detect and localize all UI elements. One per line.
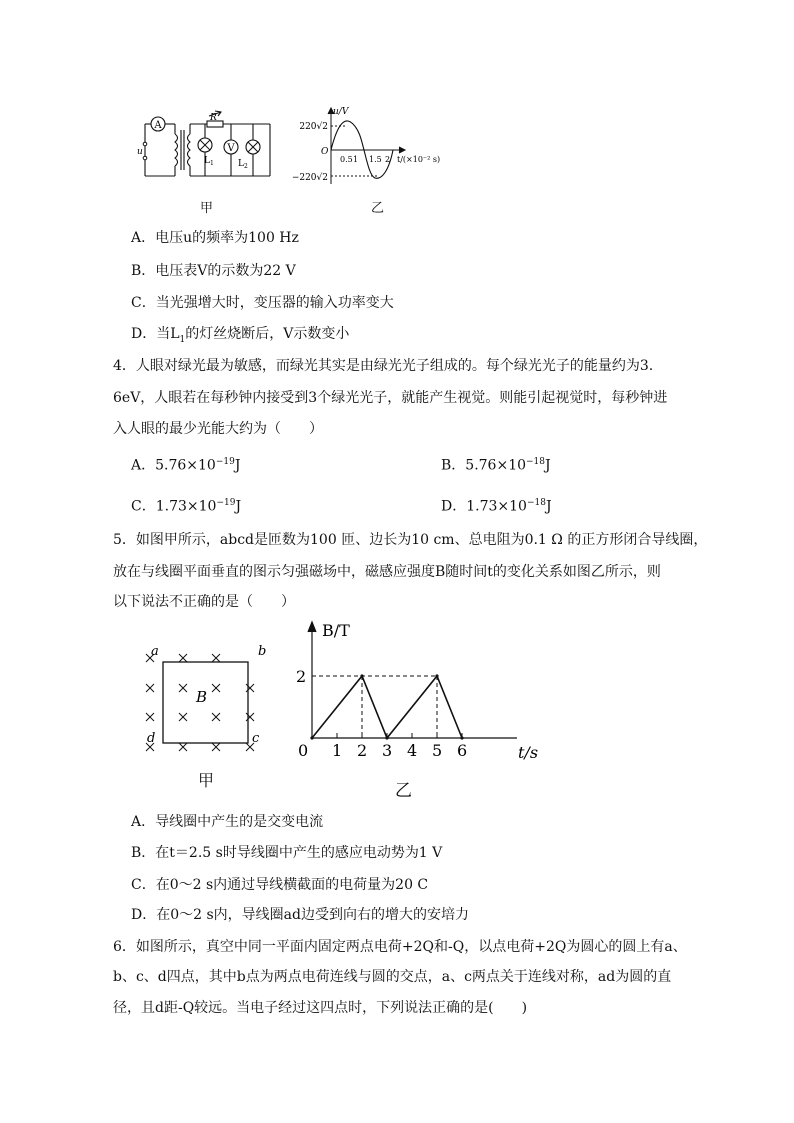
field-cross <box>246 684 254 692</box>
q3-option-d: D．当$L_1$的灯丝烧断后，V示数变小 <box>131 326 350 345</box>
graph-xlabel: t/(×10⁻² s) <box>397 155 441 164</box>
voltage-sine-graph <box>287 104 457 188</box>
q5-line2: 放在与线圈平面垂直的图示匀强磁场中，磁感应强度B随时间t的变化关系如图乙所示，则 <box>113 564 661 580</box>
x-tick-label: 2 <box>357 741 368 760</box>
q5-caption-yi: 乙 <box>395 781 412 801</box>
q6-line3: 径，且d距-Q较远。当电子经过这四点时，下列说法正确的是( ) <box>113 1000 528 1016</box>
b-t-graph <box>282 618 552 768</box>
graph-tick: 1 <box>353 155 359 164</box>
field-cross <box>179 713 187 721</box>
q6-line2: b、c、d四点，其中b点为两点电荷连线与圆的交点，a、c两点关于连线对称，ad为圆的直 <box>113 969 672 985</box>
chart-ylabel: B/T <box>322 621 350 640</box>
graph-ymax: 220√2 <box>299 122 328 132</box>
field-cross <box>179 654 187 662</box>
field-cross <box>212 713 220 721</box>
x-tick-label: 5 <box>432 741 443 760</box>
b-data-point <box>361 675 363 677</box>
q4-line1: 4．人眼对绿光最为敏感，而绿光其实是由绿光光子组成的。每个绿光光子的能量约为3. <box>113 358 654 374</box>
x-tick-label: 3 <box>382 741 393 760</box>
q5-option-a: A．导线圈中产生的是交变电流 <box>131 814 324 830</box>
q5-option-d: D．在0～2 s内，导线圈ad边受到向右的增大的安培力 <box>131 907 469 923</box>
q3-option-a: A．电压u的频率为100 Hz <box>131 230 299 246</box>
field-b-label: B <box>196 688 208 706</box>
y-axis-arrow <box>308 622 316 632</box>
q4-option-d: D．$1.73\times 10^{-18}J$ <box>441 498 552 515</box>
caption-jia-top: 甲 <box>200 201 214 216</box>
vertex-d: d <box>147 731 156 746</box>
field-cross <box>146 684 154 692</box>
graph-tick: 1.5 <box>369 155 382 164</box>
caption-yi-top: 乙 <box>371 201 385 216</box>
vertex-b: b <box>258 644 267 659</box>
graph-origin: O <box>321 147 329 157</box>
x-tick-label: 6 <box>457 741 468 760</box>
graph-tick: 2 <box>385 155 391 164</box>
b-data-point <box>436 675 438 677</box>
q4-option-b: B．$5.76\times 10^{-18}J$ <box>441 457 551 474</box>
vertex-c: c <box>252 731 260 746</box>
q4-line2: 6eV，人眼若在每秒钟内接受到3个绿光光子，就能产生视觉。则能引起视觉时，每秒钟进 <box>113 390 668 406</box>
graph-ymin: −220√2 <box>291 173 328 183</box>
field-cross <box>212 654 220 662</box>
field-cross <box>179 743 187 751</box>
q6-line1: 6．如图所示，真空中同一平面内固定两点电荷+2Q和-Q，以点电荷+2Q为圆心的圆上有a、 <box>113 939 687 955</box>
field-cross <box>146 713 154 721</box>
y-tick-label: 2 <box>296 667 307 686</box>
x-tick-label: 1 <box>332 741 343 760</box>
b-series-line <box>312 676 462 738</box>
q5-line3: 以下说法不正确的是（ ） <box>113 594 295 610</box>
coil-in-field-figure <box>138 638 272 758</box>
lamp1-label: $L_1$ <box>204 156 214 167</box>
resistor-r-label: R <box>210 113 217 123</box>
transformer-circuit-figure <box>135 110 275 185</box>
field-cross <box>212 684 220 692</box>
q4-option-a: A．$5.76\times 10^{-19}J$ <box>131 457 241 474</box>
q4-line3: 入人眼的最少光能大约为（ ） <box>113 421 323 437</box>
field-cross <box>212 743 220 751</box>
field-cross <box>179 684 187 692</box>
graph-tick: 0.5 <box>340 155 353 164</box>
graph-ylabel: u/V <box>333 107 349 117</box>
q4-option-c: C．$1.73\times 10^{-19}J$ <box>131 498 242 515</box>
q5-option-b: B．在t＝2.5 s时导线圈中产生的感应电动势为1 V <box>131 845 443 861</box>
lamp-l1 <box>198 138 212 152</box>
input-u-label: u <box>137 147 143 157</box>
meter-v-label: V <box>227 143 235 154</box>
q5-option-c: C．在0～2 s内通过导线横截面的电荷量为20 C <box>131 877 429 893</box>
voltmeter <box>224 140 238 154</box>
q3-option-b: B．电压表V的示数为22 V <box>131 263 296 279</box>
q5-line1: 5．如图甲所示，abcd是匝数为100 匝、边长为10 cm、总电阻为0.1 Ω 的正方形闭合导线圈， <box>113 532 708 548</box>
meter-a-label: A <box>154 120 162 131</box>
lamp2-label: $L_2$ <box>238 159 248 170</box>
chart-xlabel: t/s <box>518 743 539 762</box>
lamp-l2 <box>246 140 260 154</box>
q5-caption-jia: 甲 <box>198 771 215 790</box>
x-tick-label: 0 <box>298 741 309 760</box>
vertex-a: a <box>151 644 159 659</box>
x-tick-label: 4 <box>407 741 418 760</box>
field-cross <box>246 713 254 721</box>
q3-option-c: C．当光强增大时，变压器的输入功率变大 <box>131 295 394 311</box>
b-data-point <box>311 737 313 739</box>
ammeter <box>151 117 165 131</box>
